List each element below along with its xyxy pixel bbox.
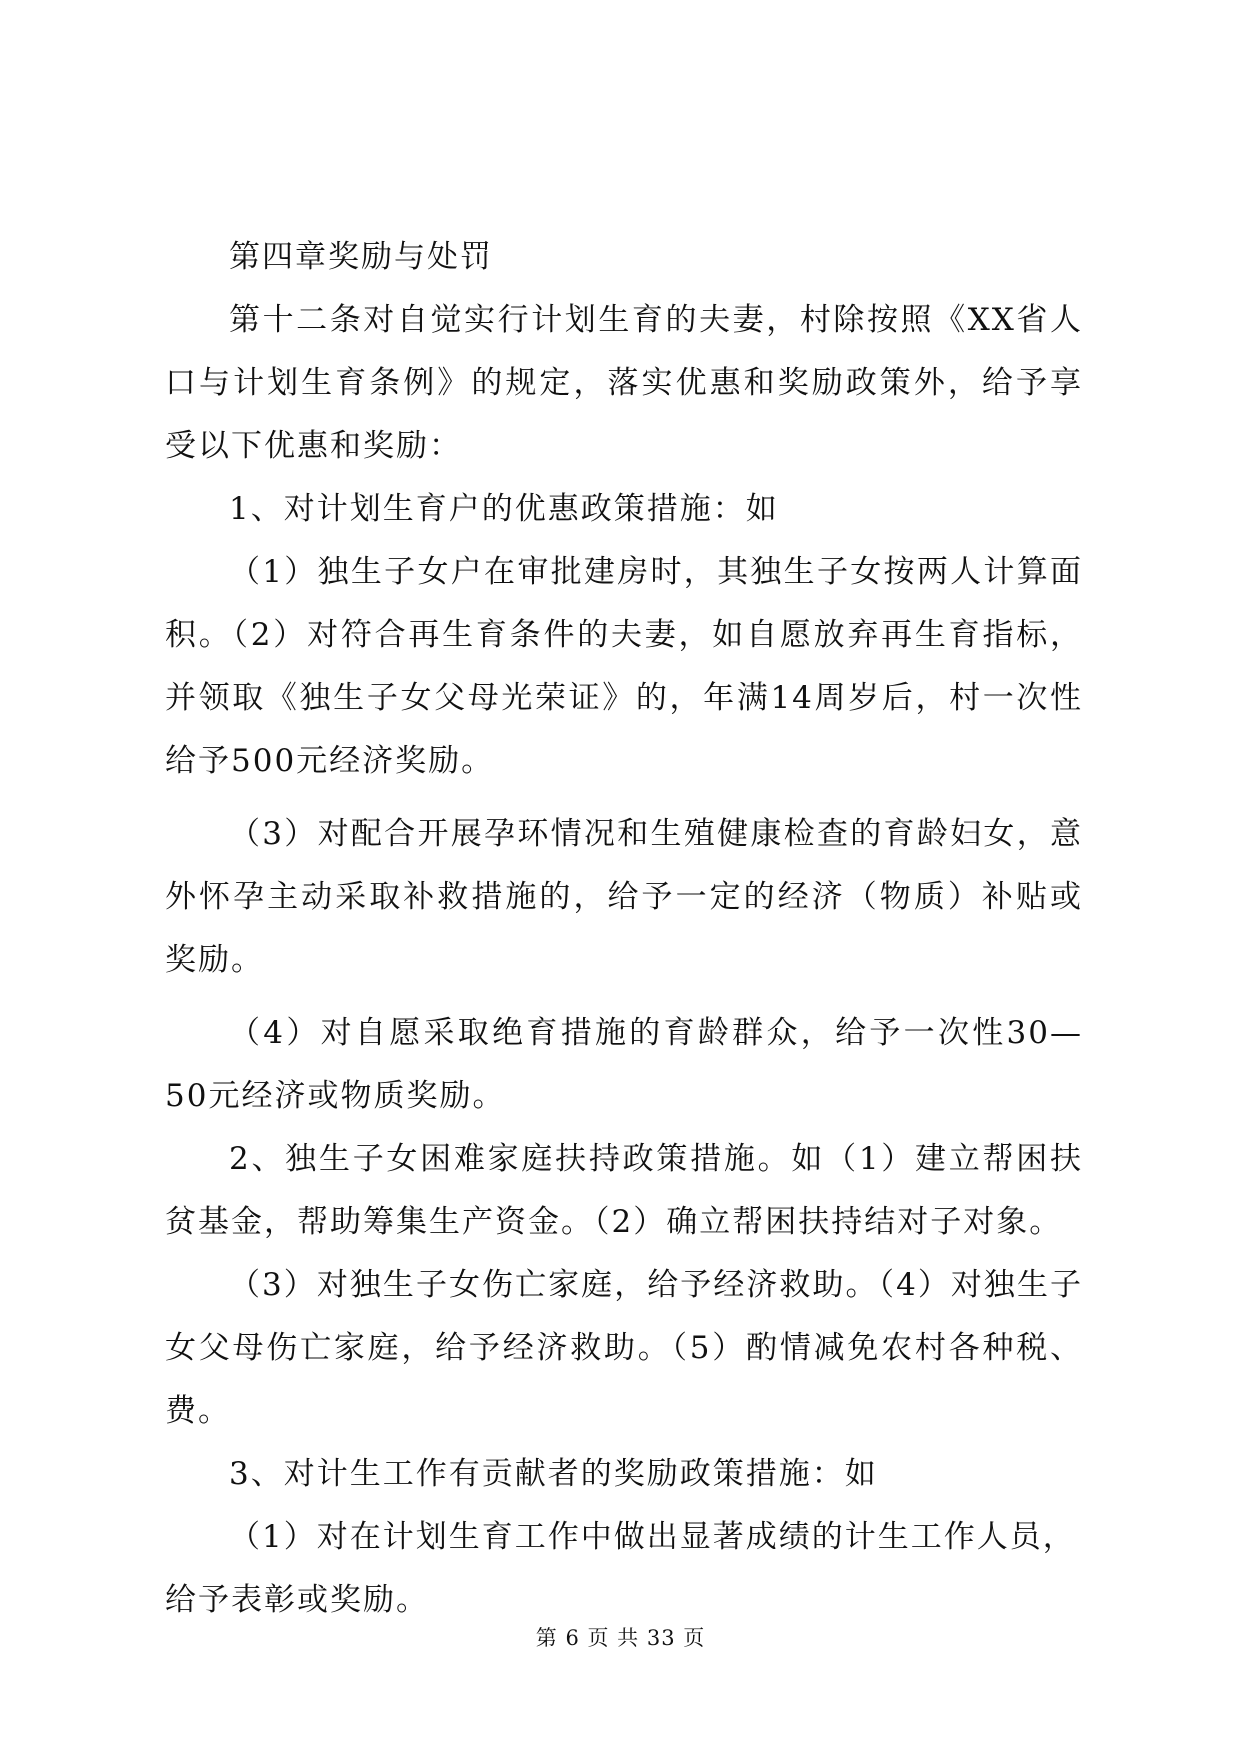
paragraph-section-3-item-1: （1）对在计划生育工作中做出显著成绩的计生工作人员，给予表彰或奖励。: [165, 1519, 1076, 1618]
paragraph-section-2-items: （3）对独生子女伤亡家庭，给予经济救助。（4）对独生子女父母伤亡家庭，给予经济救助。（5）酌情减免农村各种税、费。: [165, 1267, 1083, 1429]
page-footer: 第 6 页 共 33 页: [535, 1626, 706, 1650]
chapter-heading: 第四章奖励与处罚: [229, 239, 493, 275]
paragraph-section-3: 3、对计生工作有贡献者的奖励政策措施：如: [229, 1456, 878, 1492]
paragraph-section-1: 1、对计划生育户的优惠政策措施：如: [229, 491, 779, 527]
paragraph-item-4: （4）对自愿采取绝育措施的育龄群众，给予一次性30—50元经济或物质奖励。: [165, 1015, 1083, 1114]
paragraph-item-3: （3）对配合开展孕环情况和生殖健康检查的育龄妇女，意外怀孕主动采取补救措施的，给予一定的经济（物质）补贴或奖励。: [165, 816, 1083, 978]
document-body: [165, 226, 1083, 1632]
paragraph-section-2: 2、独生子女困难家庭扶持政策措施。如（1）建立帮困扶贫基金，帮助筹集生产资金。（2）确立帮困扶持结对子对象。: [165, 1141, 1083, 1240]
paragraph-article-12: 第十二条对自觉实行计划生育的夫妻，村除按照《XX省人口与计划生育条例》的规定，落实优惠和奖励政策外，给予享受以下优惠和奖励：: [165, 302, 1083, 464]
paragraph-item-1-2: （1）独生子女户在审批建房时，其独生子女按两人计算面积。（2）对符合再生育条件的夫妻，如自愿放弃再生育指标，并领取《独生子女父母光荣证》的，年满14周岁后，村一次性给予500元经济奖励。: [165, 554, 1083, 779]
